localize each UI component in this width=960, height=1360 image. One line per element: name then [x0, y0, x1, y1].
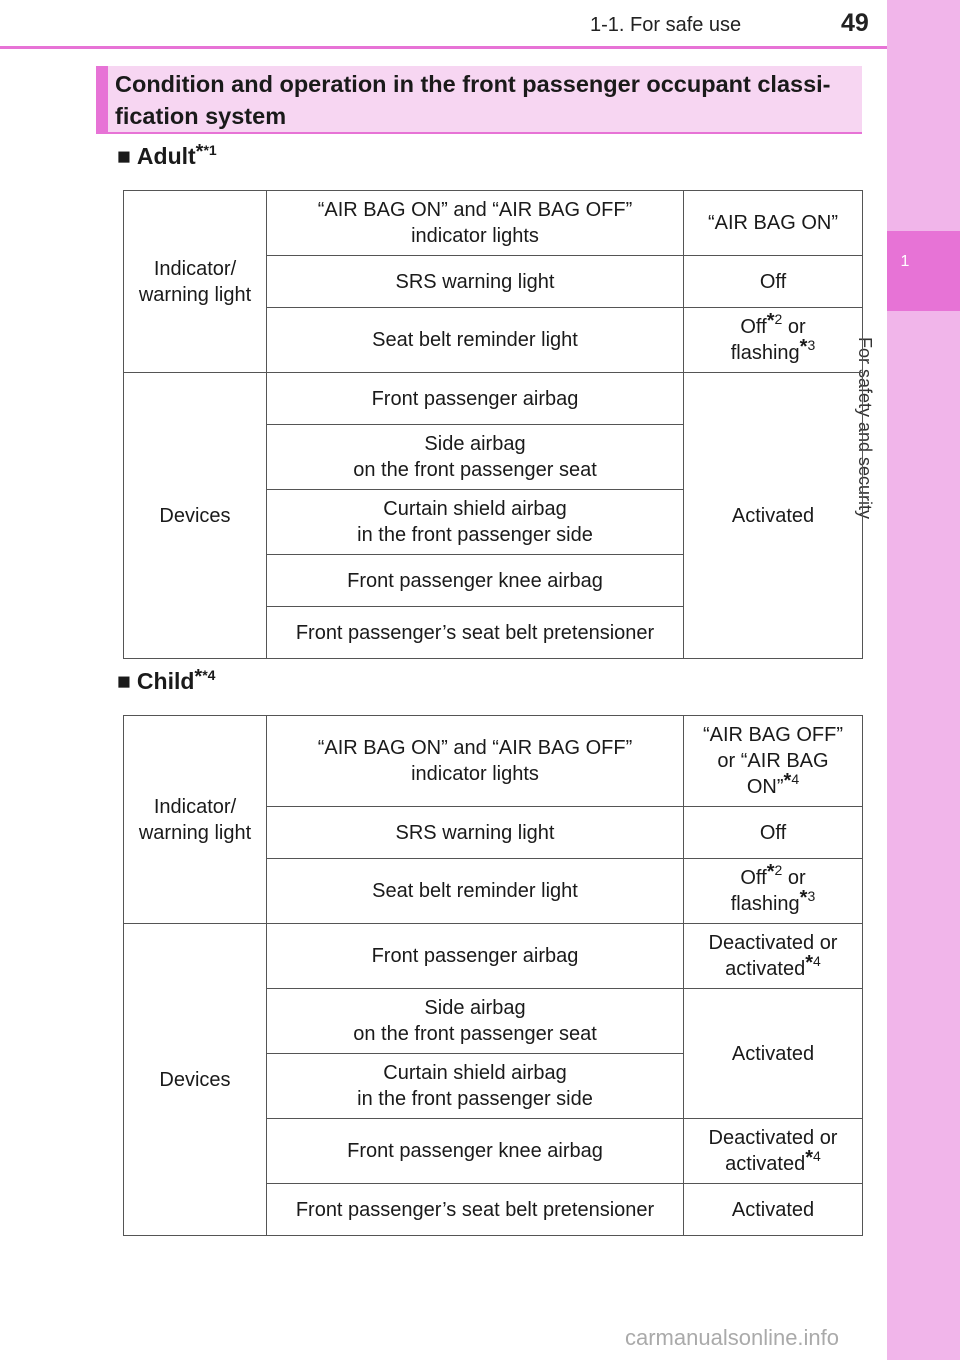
- seat-belt-reminder-value: Off*$^2$ or flashing*$^3$: [684, 308, 863, 373]
- chapter-side-tab: [887, 0, 960, 1360]
- front-passenger-airbag-value: Deactivated or activated*$^4$: [684, 924, 863, 989]
- chapter-title: For safety and security: [855, 336, 875, 520]
- child-heading-text: Child: [136, 668, 195, 694]
- table-row: [124, 716, 863, 807]
- pretensioner-label: Front passenger’s seat belt pretensioner: [267, 607, 684, 659]
- front-passenger-airbag-label: Front passenger airbag: [267, 373, 684, 425]
- bullet-square-icon: ■: [117, 668, 131, 694]
- adult-heading-text: Adult: [136, 143, 196, 169]
- section-title-box: [96, 66, 862, 134]
- side-curtain-value: Activated: [684, 989, 863, 1119]
- bullet-square-icon: ■: [117, 143, 131, 169]
- adult-heading-note: *1: [203, 142, 217, 158]
- footnote-star-icon: *: [194, 666, 203, 688]
- pretensioner-value: Activated: [684, 1184, 863, 1236]
- table-row: [124, 191, 863, 256]
- table-row: [124, 924, 863, 989]
- chapter-number: 1: [900, 253, 910, 270]
- child-table: [123, 715, 863, 1236]
- section-title-line1: Condition and operation in the front passenger occupant classi-: [115, 71, 831, 97]
- header-divider: [0, 46, 887, 49]
- section-title-line2: fication system: [115, 103, 287, 129]
- curtain-shield-airbag-label: Curtain shield airbag in the front passenger side: [267, 490, 684, 555]
- airbag-indicator-lights-label: “AIR BAG ON” and “AIR BAG OFF” indicator lights: [267, 716, 684, 807]
- footnote-star-icon: *: [195, 141, 204, 163]
- section-header: 1-1. For safe use: [590, 14, 742, 36]
- airbag-indicator-lights-label: “AIR BAG ON” and “AIR BAG OFF” indicator lights: [267, 191, 684, 256]
- seat-belt-reminder-label: Seat belt reminder light: [267, 308, 684, 373]
- side-airbag-label: Side airbag on the front passenger seat: [267, 425, 684, 490]
- footnote-star-icon: *: [766, 310, 775, 332]
- airbag-indicator-lights-value: “AIR BAG OFF” or “AIR BAG ON”*$^4$: [684, 716, 863, 807]
- footnote-star-icon: *: [783, 770, 792, 792]
- table-row: [124, 373, 863, 425]
- chapter-tab-active-marker: [887, 231, 960, 311]
- curtain-shield-airbag-label: Curtain shield airbag in the front passenger side: [267, 1054, 684, 1119]
- side-airbag-label: Side airbag on the front passenger seat: [267, 989, 684, 1054]
- srs-warning-light-label: SRS warning light: [267, 807, 684, 859]
- footnote-star-icon: *: [766, 861, 775, 883]
- knee-airbag-label: Front passenger knee airbag: [267, 555, 684, 607]
- watermark: carmanualsonline.info: [625, 1325, 840, 1350]
- child-heading-note: *4: [202, 667, 216, 683]
- seat-belt-reminder-value: Off*$^2$ or flashing*$^3$: [684, 859, 863, 924]
- child-heading: [117, 668, 215, 695]
- pretensioner-label: Front passenger’s seat belt pretensioner: [267, 1184, 684, 1236]
- footnote-star-icon: *: [799, 887, 808, 909]
- srs-warning-light-value: Off: [684, 256, 863, 308]
- knee-airbag-value: Deactivated or activated*$^4$: [684, 1119, 863, 1184]
- indicator-group-label: Indicator/ warning light: [124, 191, 267, 373]
- knee-airbag-label: Front passenger knee airbag: [267, 1119, 684, 1184]
- devices-value: Activated: [684, 373, 863, 659]
- devices-group-label: Devices: [124, 373, 267, 659]
- adult-table: [123, 190, 863, 659]
- indicator-group-label: Indicator/ warning light: [124, 716, 267, 924]
- footnote-star-icon: *: [805, 952, 814, 974]
- srs-warning-light-label: SRS warning light: [267, 256, 684, 308]
- footnote-star-icon: *: [799, 336, 808, 358]
- adult-heading: [117, 143, 217, 170]
- page-number: 49: [841, 9, 869, 37]
- seat-belt-reminder-label: Seat belt reminder light: [267, 859, 684, 924]
- airbag-indicator-lights-value: “AIR BAG ON”: [684, 191, 863, 256]
- devices-group-label: Devices: [124, 924, 267, 1236]
- footnote-star-icon: *: [805, 1147, 814, 1169]
- front-passenger-airbag-label: Front passenger airbag: [267, 924, 684, 989]
- srs-warning-light-value: Off: [684, 807, 863, 859]
